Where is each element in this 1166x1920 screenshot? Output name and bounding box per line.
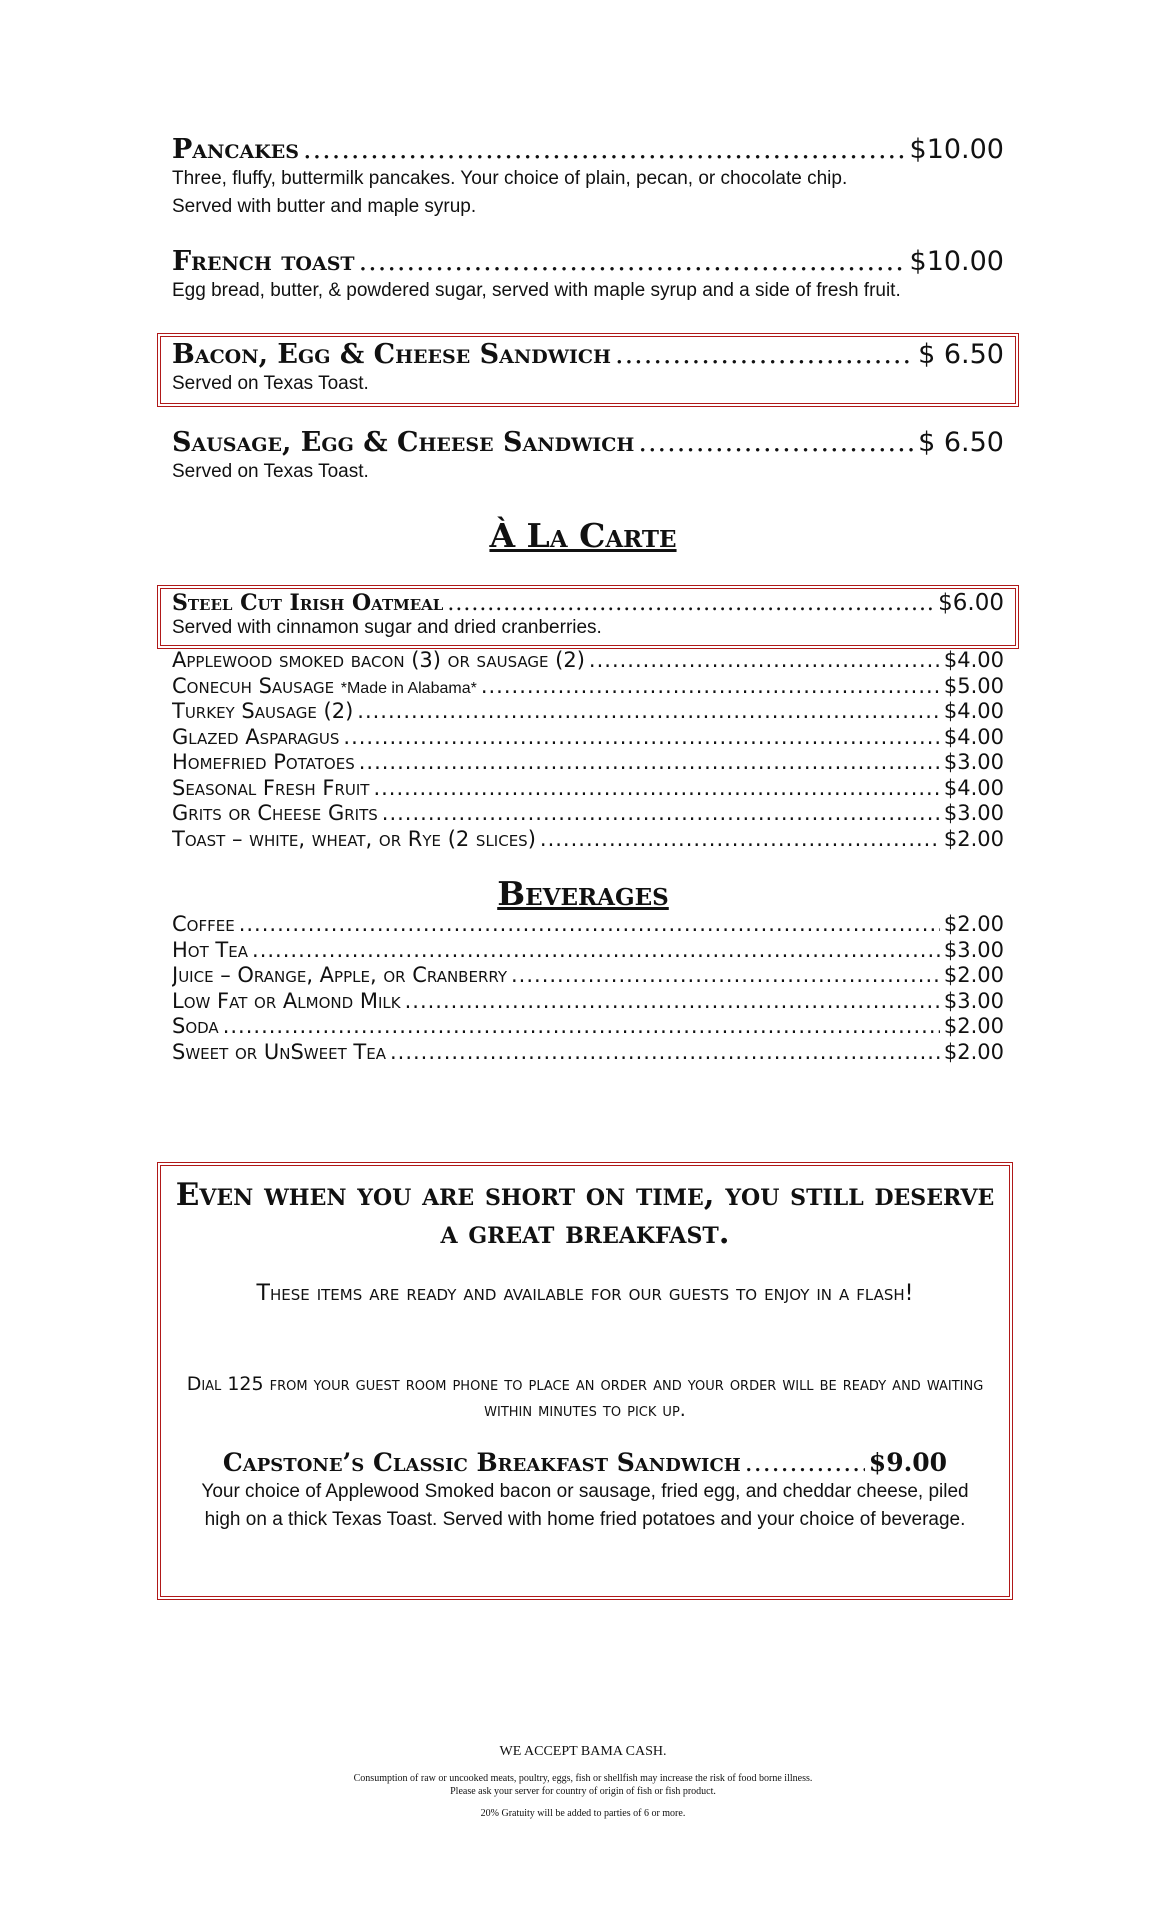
item-price: $ 6.50 (918, 339, 1004, 370)
item-price: $4.00 (943, 699, 1004, 723)
leader-dots (357, 699, 940, 725)
item-row (172, 134, 1004, 165)
leader-dots (405, 989, 940, 1015)
item-price: $2.00 (943, 1014, 1004, 1038)
list-item (172, 776, 1004, 802)
item-price: $ 6.50 (918, 427, 1004, 458)
item-name: Soda (172, 1014, 219, 1038)
leader-dots (615, 339, 914, 370)
item-row (172, 427, 1004, 458)
item-name: Low Fat or Almond Milk (172, 988, 401, 1013)
leader-dots (540, 827, 940, 853)
warning-line: Consumption of raw or uncooked meats, poultry, eggs, fish or shellfish may increase the risk of food borne illness. (353, 1773, 813, 1784)
item-price: $6.00 (938, 590, 1004, 616)
item-price: $2.00 (943, 963, 1004, 987)
list-item (172, 827, 1004, 853)
item-row (223, 1448, 947, 1477)
item-row (172, 246, 1004, 277)
gratuity-note: 20% Gratuity will be added to parties of 6 or more. (480, 1808, 686, 1819)
item-name: Toast – white, wheat, or Rye (2 slices) (172, 826, 536, 851)
list-item (172, 938, 1004, 964)
warning-line: Please ask your server for country of origin of fish or fish product. (450, 1786, 716, 1797)
promo-item-desc: Your choice of Applewood Smoked bacon or sausage, fried egg, and cheddar cheese, piled high on a thick Texas Toast. Served with home fried potatoes and your choice of beverage. (201, 1481, 969, 1530)
list-item (172, 1014, 1004, 1040)
menu-item-pancakes (172, 134, 1004, 221)
item-name: Capstone’s Classic Breakfast Sandwich (222, 1448, 741, 1477)
item-name: Sausage, Egg & Cheese Sandwich (172, 427, 635, 458)
item-price: $10.00 (909, 246, 1004, 277)
list-item (172, 1040, 1004, 1066)
promo-headline: Even when you are short on time, you still deserve a great breakfast. (175, 1177, 995, 1251)
item-price: $3.00 (943, 750, 1004, 774)
item-desc: Served on Texas Toast. (172, 373, 369, 394)
leader-dots (239, 912, 940, 938)
item-price: $4.00 (943, 648, 1004, 672)
section-title-a-la-carte: À La Carte (489, 516, 677, 555)
food-safety-warning (0, 1772, 1166, 1798)
item-name: Glazed Asparagus (172, 724, 340, 749)
list-item (172, 674, 1004, 700)
item-price: $5.00 (943, 673, 1004, 698)
item-name: Juice – Orange, Apple, or Cranberry (172, 963, 507, 987)
list-item (172, 912, 1004, 938)
item-name: Seasonal Fresh Fruit (172, 775, 370, 800)
item-price: $3.00 (943, 937, 1004, 962)
item-price: $4.00 (943, 775, 1004, 800)
beverages-list (172, 912, 1004, 1065)
menu-item-oatmeal (172, 590, 1004, 640)
leader-dots (390, 1040, 940, 1066)
bama-cash-note: WE ACCEPT BAMA CASH. (499, 1744, 667, 1759)
menu-item-sausage-sandwich (172, 427, 1004, 486)
item-name: Homefried Potatoes (172, 750, 355, 774)
leader-dots (638, 427, 914, 458)
item-desc: Egg bread, butter, & powdered sugar, served with maple syrup and a side of fresh fruit. (172, 280, 901, 301)
item-desc: Three, fluffy, buttermilk pancakes. Your choice of plain, pecan, or chocolate chip. (172, 168, 848, 189)
item-row (172, 339, 1004, 370)
leader-dots (481, 674, 940, 700)
leader-dots (359, 246, 906, 277)
promo-item (189, 1448, 981, 1477)
grab-and-go-box (160, 1165, 1010, 1597)
list-item (172, 801, 1004, 827)
menu-item-french-toast (172, 246, 1004, 305)
item-name: Pancakes (172, 134, 299, 165)
list-item (172, 750, 1004, 776)
item-name: Bacon, Egg & Cheese Sandwich (172, 339, 612, 370)
list-item (172, 725, 1004, 751)
item-name: Steel Cut Irish Oatmeal (172, 590, 444, 616)
item-desc: Served on Texas Toast. (172, 461, 369, 482)
list-item (172, 989, 1004, 1015)
item-desc: Served with cinnamon sugar and dried cranberries. (172, 617, 602, 638)
leader-dots (303, 134, 906, 165)
item-note: *Made in Alabama* (340, 679, 477, 697)
item-price: $3.00 (943, 988, 1004, 1013)
list-item (172, 963, 1004, 989)
list-item (172, 648, 1004, 674)
a-la-carte-list (172, 648, 1004, 852)
leader-dots (589, 648, 940, 674)
leader-dots (745, 1448, 865, 1477)
item-price: $4.00 (943, 724, 1004, 749)
item-name: Turkey Sausage (2) (172, 699, 354, 723)
item-price: $3.00 (943, 801, 1004, 825)
item-name: Conecuh Sausage (172, 673, 335, 698)
item-price: $2.00 (943, 826, 1004, 851)
leader-dots (359, 750, 940, 776)
item-name: Coffee (172, 912, 235, 936)
section-title-beverages: Beverages (497, 874, 669, 913)
item-price: $9.00 (868, 1448, 948, 1477)
leader-dots (447, 591, 934, 616)
item-price: $10.00 (909, 134, 1004, 165)
leader-dots (511, 963, 940, 989)
leader-dots (343, 725, 939, 751)
leader-dots (373, 776, 939, 802)
item-name: Sweet or UnSweet Tea (172, 1039, 386, 1064)
promo-line-2: Dial 125 from your guest room phone to place an order and your order will be ready and waiting within minutes to pick up. (186, 1373, 984, 1421)
leader-dots (252, 938, 940, 964)
leader-dots (382, 801, 940, 827)
list-item (172, 699, 1004, 725)
item-name: Grits or Cheese Grits (172, 801, 378, 825)
item-name: Applewood smoked bacon (3) or sausage (2) (172, 648, 585, 672)
item-name: Hot Tea (172, 937, 249, 962)
menu-item-bacon-sandwich (172, 339, 1004, 398)
promo-line-1: These items are ready and available for our guests to enjoy in a flash! (256, 1281, 914, 1306)
item-name: French toast (172, 246, 355, 277)
item-row (172, 590, 1004, 616)
item-price: $2.00 (943, 1039, 1004, 1064)
item-desc: Served with butter and maple syrup. (172, 196, 477, 217)
leader-dots (223, 1014, 940, 1040)
item-price: $2.00 (943, 912, 1004, 936)
